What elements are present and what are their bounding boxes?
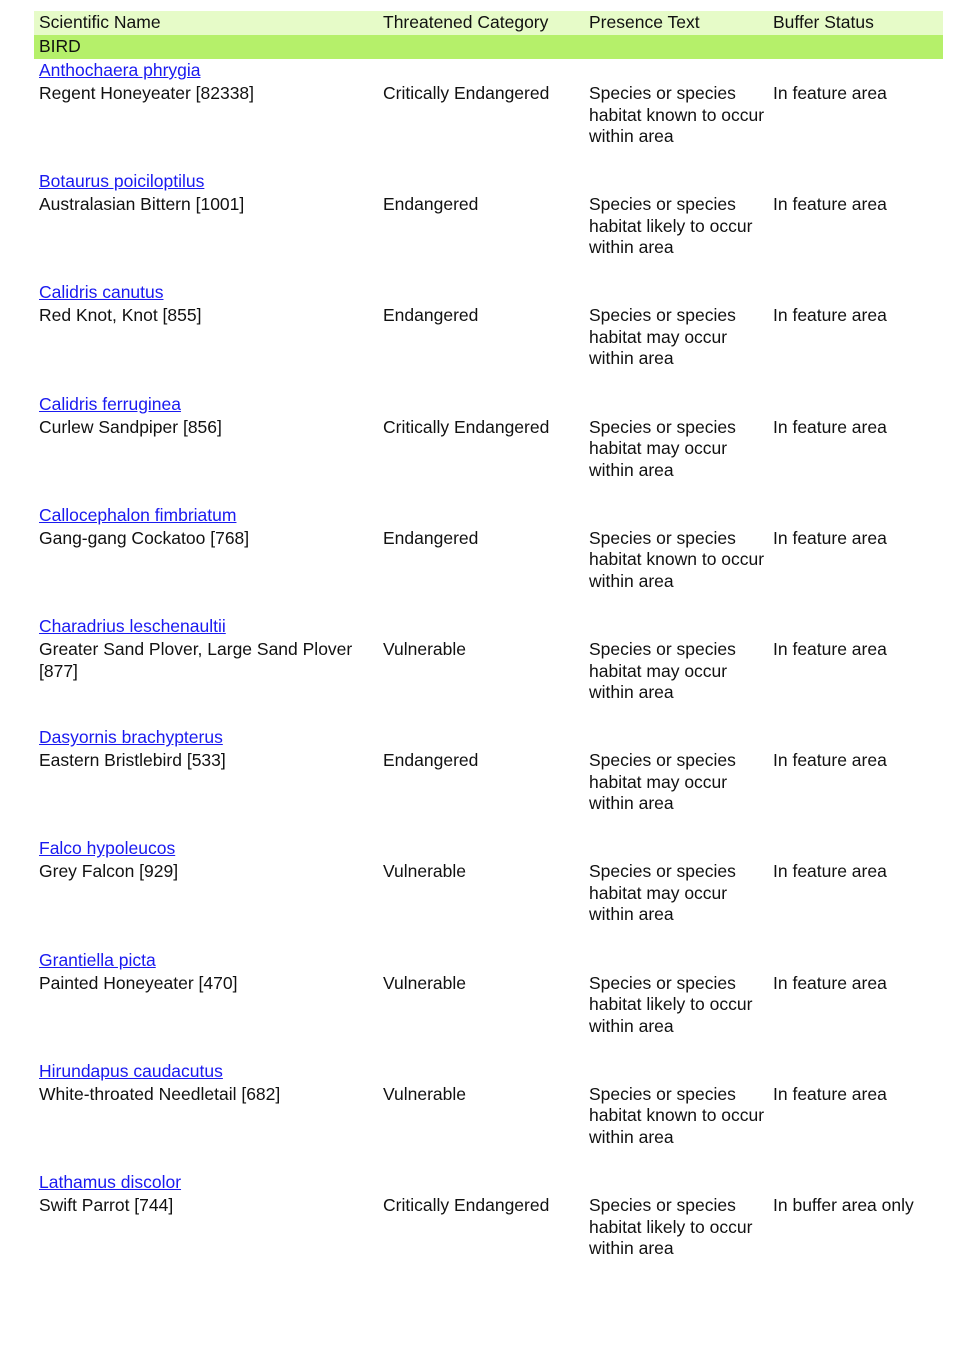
table-row bbox=[34, 504, 943, 615]
buffer-status: In feature area bbox=[773, 305, 887, 326]
presence-text: Species or species habitat may occur within area bbox=[589, 639, 736, 702]
presence-text: Species or species habitat may occur within area bbox=[589, 861, 736, 925]
species-scientific-name-link[interactable]: Falco hypoleucos bbox=[39, 838, 176, 859]
species-scientific-name-link[interactable]: Calidris ferruginea bbox=[39, 393, 182, 414]
presence-text: Species or species habitat known to occur within area bbox=[589, 527, 765, 591]
species-common-name: Regent Honeyeater [82338] bbox=[39, 83, 255, 103]
threatened-category: Critically Endangered bbox=[383, 416, 550, 437]
species-common-name: Swift Parrot [744] bbox=[39, 1195, 174, 1215]
species-scientific-name-link[interactable]: Callocephalon fimbriatum bbox=[39, 504, 237, 525]
presence-text: Species or species habitat likely to occur within area bbox=[589, 1195, 753, 1258]
table-row bbox=[34, 170, 943, 281]
species-scientific-name-link[interactable]: Charadrius leschenaultii bbox=[39, 616, 226, 636]
species-common-name: Greater Sand Plover, Large Sand Plover [877] bbox=[39, 639, 353, 681]
species-scientific-name-link[interactable]: Dasyornis brachypterus bbox=[39, 727, 223, 748]
buffer-status: In feature area bbox=[773, 416, 887, 437]
species-scientific-name-link[interactable]: Calidris canutus bbox=[39, 282, 164, 303]
buffer-status: In feature area bbox=[773, 83, 887, 103]
col-buffer-status: Buffer Status bbox=[773, 12, 874, 32]
buffer-status: In buffer area only bbox=[773, 1195, 914, 1215]
species-scientific-name-link[interactable]: Botaurus poiciloptilus bbox=[39, 171, 205, 192]
species-common-name: Grey Falcon [929] bbox=[39, 861, 179, 882]
threatened-category: Endangered bbox=[383, 305, 479, 326]
threatened-category: Vulnerable bbox=[383, 1083, 467, 1104]
species-scientific-name-link[interactable]: Lathamus discolor bbox=[39, 1172, 182, 1192]
threatened-category: Critically Endangered bbox=[383, 1195, 550, 1215]
threatened-category: Endangered bbox=[383, 750, 479, 771]
buffer-status: In feature area bbox=[773, 1083, 887, 1104]
buffer-status: In feature area bbox=[773, 750, 887, 771]
table-row bbox=[34, 59, 943, 170]
species-common-name: White-throated Needletail [682] bbox=[39, 1083, 281, 1104]
table-row bbox=[34, 1171, 943, 1282]
buffer-status: In feature area bbox=[773, 972, 887, 993]
threatened-category: Vulnerable bbox=[383, 972, 467, 993]
species-scientific-name-link[interactable]: Hirundapus caudacutus bbox=[39, 1060, 223, 1081]
threatened-category: Vulnerable bbox=[383, 639, 467, 659]
col-presence-text: Presence Text bbox=[589, 12, 700, 32]
group-label: BIRD bbox=[39, 36, 81, 56]
table-header bbox=[34, 11, 943, 35]
presence-text: Species or species habitat may occur within area bbox=[589, 305, 736, 369]
presence-text: Species or species habitat likely to occur within area bbox=[589, 972, 753, 1036]
threatened-category: Endangered bbox=[383, 527, 479, 548]
table-row bbox=[34, 949, 943, 1060]
presence-text: Species or species habitat may occur within area bbox=[589, 416, 736, 480]
table-row bbox=[34, 1060, 943, 1171]
threatened-category: Critically Endangered bbox=[383, 83, 550, 103]
table-row bbox=[34, 281, 943, 392]
col-scientific-name: Scientific Name bbox=[39, 12, 161, 32]
group-row-bird bbox=[34, 35, 943, 59]
presence-text: Species or species habitat likely to occur within area bbox=[589, 194, 753, 258]
table-row bbox=[34, 615, 943, 726]
species-common-name: Red Knot, Knot [855] bbox=[39, 305, 202, 326]
species-common-name: Painted Honeyeater [470] bbox=[39, 972, 238, 993]
table-row bbox=[34, 393, 943, 504]
table-row bbox=[34, 837, 943, 948]
species-common-name: Eastern Bristlebird [533] bbox=[39, 750, 226, 771]
presence-text: Species or species habitat known to occur within area bbox=[589, 83, 765, 146]
threatened-category: Endangered bbox=[383, 194, 479, 215]
presence-text: Species or species habitat known to occur within area bbox=[589, 1083, 765, 1147]
table-row bbox=[34, 726, 943, 837]
species-common-name: Curlew Sandpiper [856] bbox=[39, 416, 222, 437]
buffer-status: In feature area bbox=[773, 194, 887, 215]
species-scientific-name-link[interactable]: Grantiella picta bbox=[39, 949, 156, 970]
buffer-status: In feature area bbox=[773, 527, 887, 548]
species-common-name: Australasian Bittern [1001] bbox=[39, 194, 245, 215]
buffer-status: In feature area bbox=[773, 639, 887, 659]
presence-text: Species or species habitat may occur within area bbox=[589, 750, 736, 814]
species-common-name: Gang-gang Cockatoo [768] bbox=[39, 527, 250, 548]
species-scientific-name-link[interactable]: Anthochaera phrygia bbox=[39, 60, 201, 80]
col-threatened-category: Threatened Category bbox=[383, 12, 549, 32]
buffer-status: In feature area bbox=[773, 861, 887, 882]
threatened-category: Vulnerable bbox=[383, 861, 467, 882]
